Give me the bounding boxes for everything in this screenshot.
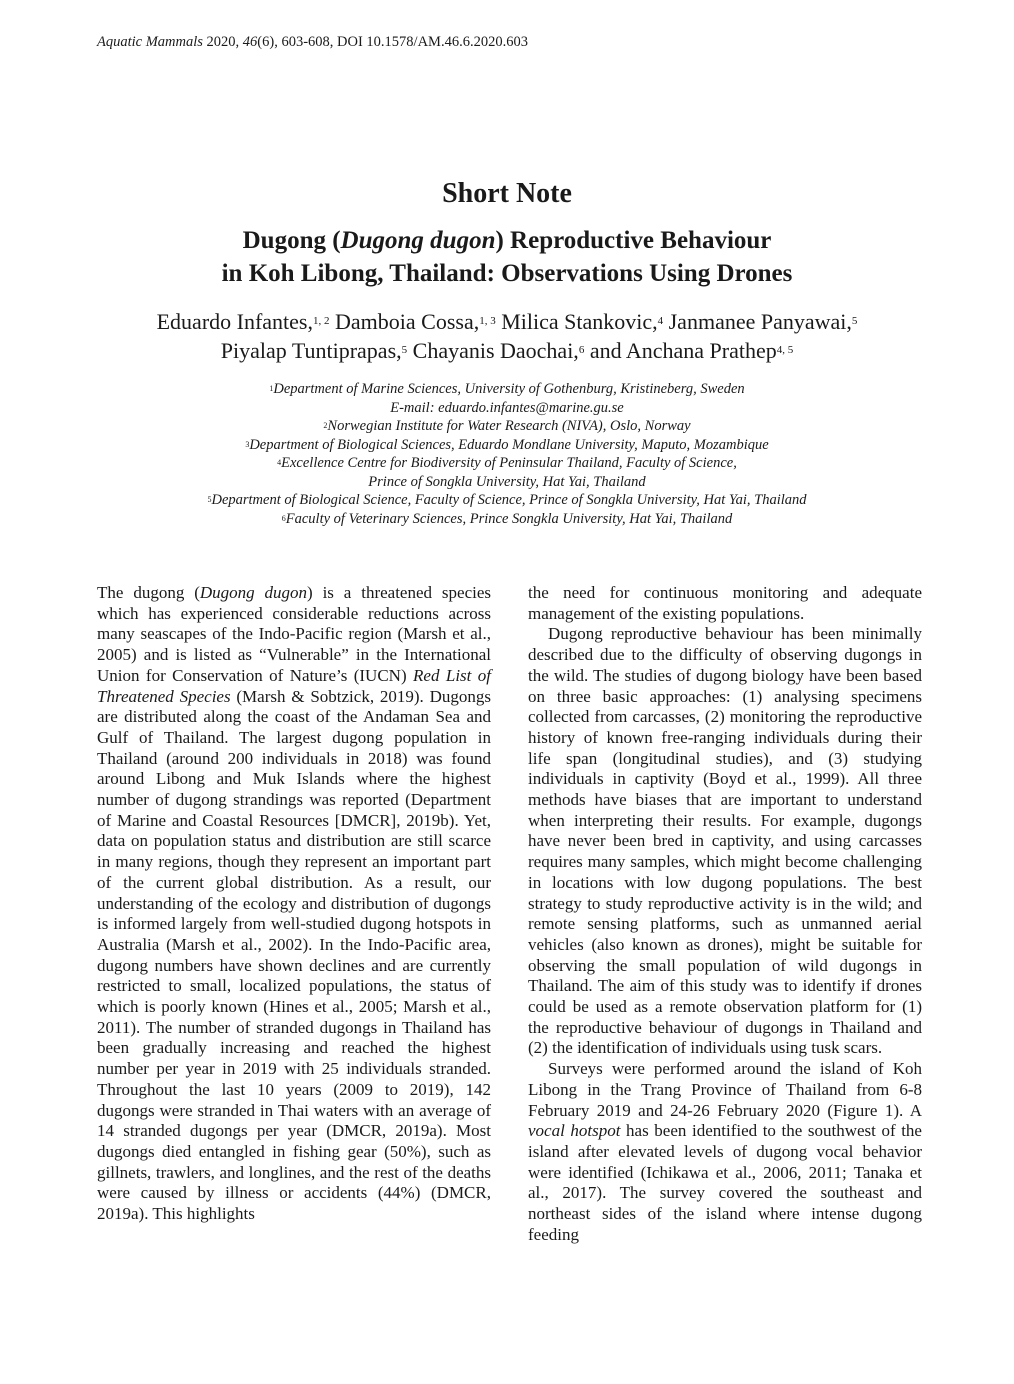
title-line-2: in Koh Libong, Thailand: Observations Using Drones [221, 260, 793, 287]
author: and Anchana Prathep$^{4, 5}$ [589, 338, 794, 363]
affiliation: $^2$Norwegian Institute for Water Research (NIVA), Oslo, Norway [323, 418, 691, 434]
affiliation: $^1$Department of Marine Sciences, University of Gothenburg, Kristineberg, Sweden [269, 381, 745, 397]
author-email: E-mail: eduardo.infantes@marine.gu.se [390, 399, 624, 416]
affiliation-continued: Prince of Songkla University, Hat Yai, Thailand [368, 473, 646, 490]
author: Eduardo Infantes,$^{1, 2}$ [156, 309, 330, 334]
body-column-left [97, 583, 491, 1225]
title-species: Dugong dugon [340, 227, 496, 254]
journal-issue-doi: (6), 603-608, DOI 10.1578/AM.46.6.2020.603 [257, 34, 528, 50]
author: Janmanee Panyawai,$^5$ [668, 309, 858, 334]
affiliation: $^6$Faculty of Veterinary Sciences, Prince Songkla University, Hat Yai, Thailand [281, 510, 733, 527]
author: Chayanis Daochai,$^6$ [412, 338, 585, 363]
author: Piyalap Tuntiprapas,$^5$ [220, 338, 408, 363]
author-list [0, 307, 1014, 365]
body-paragraph: The dugong (Dugong dugon) is a threatened species which has experienced considerable reductions across many seascapes of the Indo-Pacific region (Marsh et al., 2005) and is listed as “Vulnerable” in the International Union for Conservation of Nature’s (IUCN) Red List of Threatened Species (Marsh & Sobtzick, 2019). Dugongs are distributed along the coast of the Andaman Sea and Gulf of Thailand. The largest dugong population in Thailand (around 200 individuals in 2018) was found around Libong and Muk Islands where the highest number of dugong strandings was reported (Department of Marine and Coastal Resources [DMCR], 2019b). Yet, data on population status and distribution are still scarce in many regions, though they represent an important part of the current global distribution. As a result, our understanding of the ecology and distribution of dugongs is informed largely from well-studied dugong hotspots in Australia (Marsh et al., 2002). In the Indo-Pacific area, dugong numbers have shown declines and are currently restricted to small, localized populations, the status of which is poorly known (Hines et al., 2005; Marsh et al., 2011). The number of stranded dugongs in Thailand has been gradually increasing and reached the highest number per year in 2019 with 25 individuals stranded. Throughout the last 10 years (2009 to 2019), 142 dugongs were stranded in Thai waters with an average of 14 stranded dugongs per year (DMCR, 2019a). Most dugongs died entangled in fishing gear (50%), such as gillnets, trawlers, and longlines, and the rest of the deaths were caused by illness or accidents (44%) (DMCR, 2019a). This highlights [97, 583, 492, 1224]
body-column-right [528, 583, 922, 1246]
affiliation: $^4$Excellence Centre for Biodiversity of Peninsular Thailand, Faculty of Science, [277, 455, 737, 471]
body-paragraph: Surveys were performed around the island of Koh Libong in the Trang Province of Thailand from 6-8 February 2019 and 24-26 February 2020 (Figure 1). A vocal hotspot has been identified to the southwest of the island after elevated levels of dugong vocal behavior were identified (Ichikawa et al., 2006, 2011; Tanaka et al., 2017). The survey covered the southeast and northeast sides of the island where intense dugong feeding [528, 1059, 922, 1244]
body-paragraph: Dugong reproductive behaviour has been minimally described due to the difficulty of observing dugongs in the wild. The studies of dugong biology have been based on three basic approaches: (1) analysing specimens collected from carcasses, (2) monitoring the reproductive history of known free-ranging individuals during their life span (longitudinal studies), and (3) studying individuals in captivity (Boyd et al., 1999). All three methods have biases that are important to understand when interpreting their results. For example, dugongs have never been bred in captivity, and using carcasses requires many samples, which might become challenging in locations with low dugong populations. The best strategy to study reproductive activity is in the wild; and remote sensing platforms, such as unmanned aerial vehicles (also known as drones), might be suitable for observing the small population of wild dugongs in Thailand. The aim of this study was to identify if drones could be used as a remote observation platform for (1) the reproductive behaviour of dugongs in Thailand and (2) the identification of individuals using tusk scars. [528, 624, 922, 1058]
body-paragraph: the need for continuous monitoring and adequate management of the existing populations. [528, 583, 922, 623]
journal-volume: 46 [242, 34, 258, 50]
author: Damboia Cossa,$^{1, 3}$ [335, 309, 496, 334]
title-line-1: Dugong (Dugong dugon) Reproductive Behaviour [242, 227, 772, 254]
article-title [0, 224, 1014, 290]
affiliation: $^5$Department of Biological Science, Faculty of Science, Prince of Songkla University, Hat Yai, Thailand [207, 492, 807, 508]
journal-year: 2020, [206, 34, 240, 50]
author: Milica Stankovic,$^4$ [501, 309, 664, 334]
article-type: Short Note [442, 178, 572, 209]
author-line-2 [0, 336, 1014, 365]
journal-name: Aquatic Mammals [97, 34, 203, 50]
affiliation: $^3$Department of Biological Sciences, Eduardo Mondlane University, Maputo, Mozambique [245, 436, 769, 453]
running-header [97, 34, 528, 51]
author-line-1 [0, 307, 1014, 336]
affiliation-list [0, 380, 1014, 528]
